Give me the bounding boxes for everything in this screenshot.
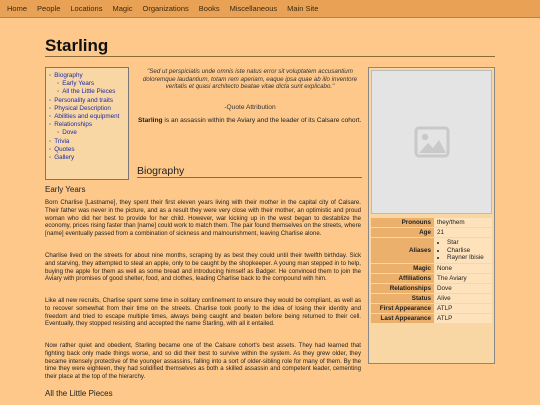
toc-relationships[interactable]: ◦ Relationships bbox=[49, 121, 125, 129]
nav-magic[interactable]: Magic bbox=[112, 4, 133, 13]
infobox-table bbox=[371, 218, 492, 324]
infobox-row bbox=[371, 304, 492, 314]
image-placeholder-icon bbox=[414, 126, 450, 158]
label-pronouns: Pronouns bbox=[371, 218, 434, 228]
value-aliases bbox=[434, 238, 492, 264]
label-status: Status bbox=[371, 294, 434, 304]
top-nav bbox=[0, 0, 540, 18]
toc-abilities[interactable]: ◦ Abilities and equipment bbox=[49, 113, 125, 121]
nav-main-site[interactable]: Main Site bbox=[287, 4, 319, 13]
intro-paragraph bbox=[138, 117, 362, 125]
value-affiliations: The Aviary bbox=[434, 274, 492, 284]
label-magic: Magic bbox=[371, 264, 434, 274]
bio-paragraph-2: Charlise lived on the streets for about nine months, scraping by as best they could until their twelfth birthday. Sick and starving, they attempted to steal an apple, only to be caught by the shopkeeper. A young man stepped in to help, buying the apple for them as well as some bread and introducing himself as Badger. He convinced them to join the Aviary with promises of good shelter, food, and clothes, leading Charlise back to the compound with him. bbox=[45, 252, 361, 283]
toc-trivia[interactable]: ◦ Trivia bbox=[49, 138, 125, 146]
infobox-row bbox=[371, 228, 492, 238]
infobox-row bbox=[371, 294, 492, 304]
value-first-appearance: ATLP bbox=[434, 304, 492, 314]
toc-biography[interactable]: ◦ Biography bbox=[49, 72, 125, 80]
epigraph-quote: "Sed ut perspiciatis unde omnis iste natus error sit voluptatem accusantium doloremque laudantium, totam rem aperiam, eaque ipsa quae ab illo inventore veritatis et quasi architecto beatae vitae dicta sunt explicabo." bbox=[142, 68, 358, 91]
alias-item: • Rayner Ibisie bbox=[447, 254, 489, 262]
toc-physical-description[interactable]: ◦ Physical Description bbox=[49, 105, 125, 113]
alias-item: • Star bbox=[447, 239, 489, 247]
aliases-list bbox=[437, 239, 489, 262]
biography-heading: Biography bbox=[137, 165, 185, 177]
toc-personality[interactable]: ◦ Personality and traits bbox=[49, 97, 125, 105]
label-last-appearance: Last Appearance bbox=[371, 314, 434, 324]
nav-miscellaneous[interactable]: Miscellaneous bbox=[229, 4, 278, 13]
nav-locations[interactable]: Locations bbox=[70, 4, 103, 13]
nav-organizations[interactable]: Organizations bbox=[142, 4, 189, 13]
nav-books[interactable]: Books bbox=[198, 4, 220, 13]
portrait-placeholder bbox=[371, 70, 492, 214]
little-pieces-heading: All the Little Pieces bbox=[45, 389, 113, 398]
bio-paragraph-3: Like all new recruits, Charlise spent some time in solitary confinement to ensure they would be compliant, as well as to recover somewhat from their time on the streets. Charlise took poorly to the idea of losing their identity and freedom and tried to escape multiple times, always being caught and beaten before being returned to their cell. Eventually, they stopped resisting and accepted the name Starling, with all it entailed. bbox=[45, 297, 361, 328]
nav-home[interactable]: Home bbox=[7, 4, 28, 13]
value-status: Alive bbox=[434, 294, 492, 304]
infobox-row bbox=[371, 284, 492, 294]
infobox-row bbox=[371, 238, 492, 264]
value-last-appearance: ATLP bbox=[434, 314, 492, 324]
bio-paragraph-1: Born Charlise [Lastname], they spent their first eleven years living with their mother in the capital city of Calsare. Their father was never in the picture, and as a result they were very close with their mother, an optimistic and proud woman who did her best to provide for her child. However, war kicking up in the west began to destablize the economy, prices rising faster than [name] could work to match them. The pair found themselves on the streets, where [name] eventually passed from a combination of sickness and malnourishment, leaving Charlise alone. bbox=[45, 199, 361, 238]
label-first-appearance: First Appearance bbox=[371, 304, 434, 314]
label-affiliations: Affiliations bbox=[371, 274, 434, 284]
toc-little-pieces[interactable]: ◦ All the Little Pieces bbox=[49, 88, 125, 96]
table-of-contents bbox=[45, 67, 129, 180]
bio-paragraph-4: Now rather quiet and obedient, Starling became one of the Calsare cohort's best assets. They had learned that fighting back only made things worse, and so did their best to survive within the system. As they grew older, they became intensely protective of the younger assassins, falling into a sort of older-sibling role for many of them. By the time they were eighteen, they had solidified themselves as both a skilled assassin and competent leader, cementing their place at the top of the hierarchy. bbox=[45, 342, 361, 381]
infobox-row bbox=[371, 314, 492, 324]
infobox-row bbox=[371, 274, 492, 284]
character-infobox bbox=[368, 67, 495, 364]
title-divider bbox=[45, 56, 495, 57]
quote-attribution: -Quote Attribution bbox=[224, 104, 276, 111]
value-relationships: Dove bbox=[434, 284, 492, 294]
early-years-heading: Early Years bbox=[45, 185, 86, 194]
nav-people[interactable]: People bbox=[37, 4, 61, 13]
toc-early-years[interactable]: ◦ Early Years bbox=[49, 80, 125, 88]
toc-quotes[interactable]: ◦ Quotes bbox=[49, 146, 125, 154]
toc-gallery[interactable]: ◦ Gallery bbox=[49, 154, 125, 162]
label-aliases: Aliases bbox=[371, 238, 434, 264]
page-title: Starling bbox=[45, 36, 109, 55]
value-magic: None bbox=[434, 264, 492, 274]
toc-dove[interactable]: ◦ Dove bbox=[49, 129, 125, 137]
infobox-row bbox=[371, 218, 492, 228]
biography-divider bbox=[137, 177, 362, 178]
label-relationships: Relationships bbox=[371, 284, 434, 294]
alias-item: • Charlise bbox=[447, 247, 489, 255]
infobox-row bbox=[371, 264, 492, 274]
value-pronouns: they/them bbox=[434, 218, 492, 228]
value-age: 21 bbox=[434, 228, 492, 238]
label-age: Age bbox=[371, 228, 434, 238]
intro-text: is an assassin within the Aviary and the leader of its Calsare cohort. bbox=[162, 117, 362, 124]
intro-name: Starling bbox=[138, 117, 163, 124]
